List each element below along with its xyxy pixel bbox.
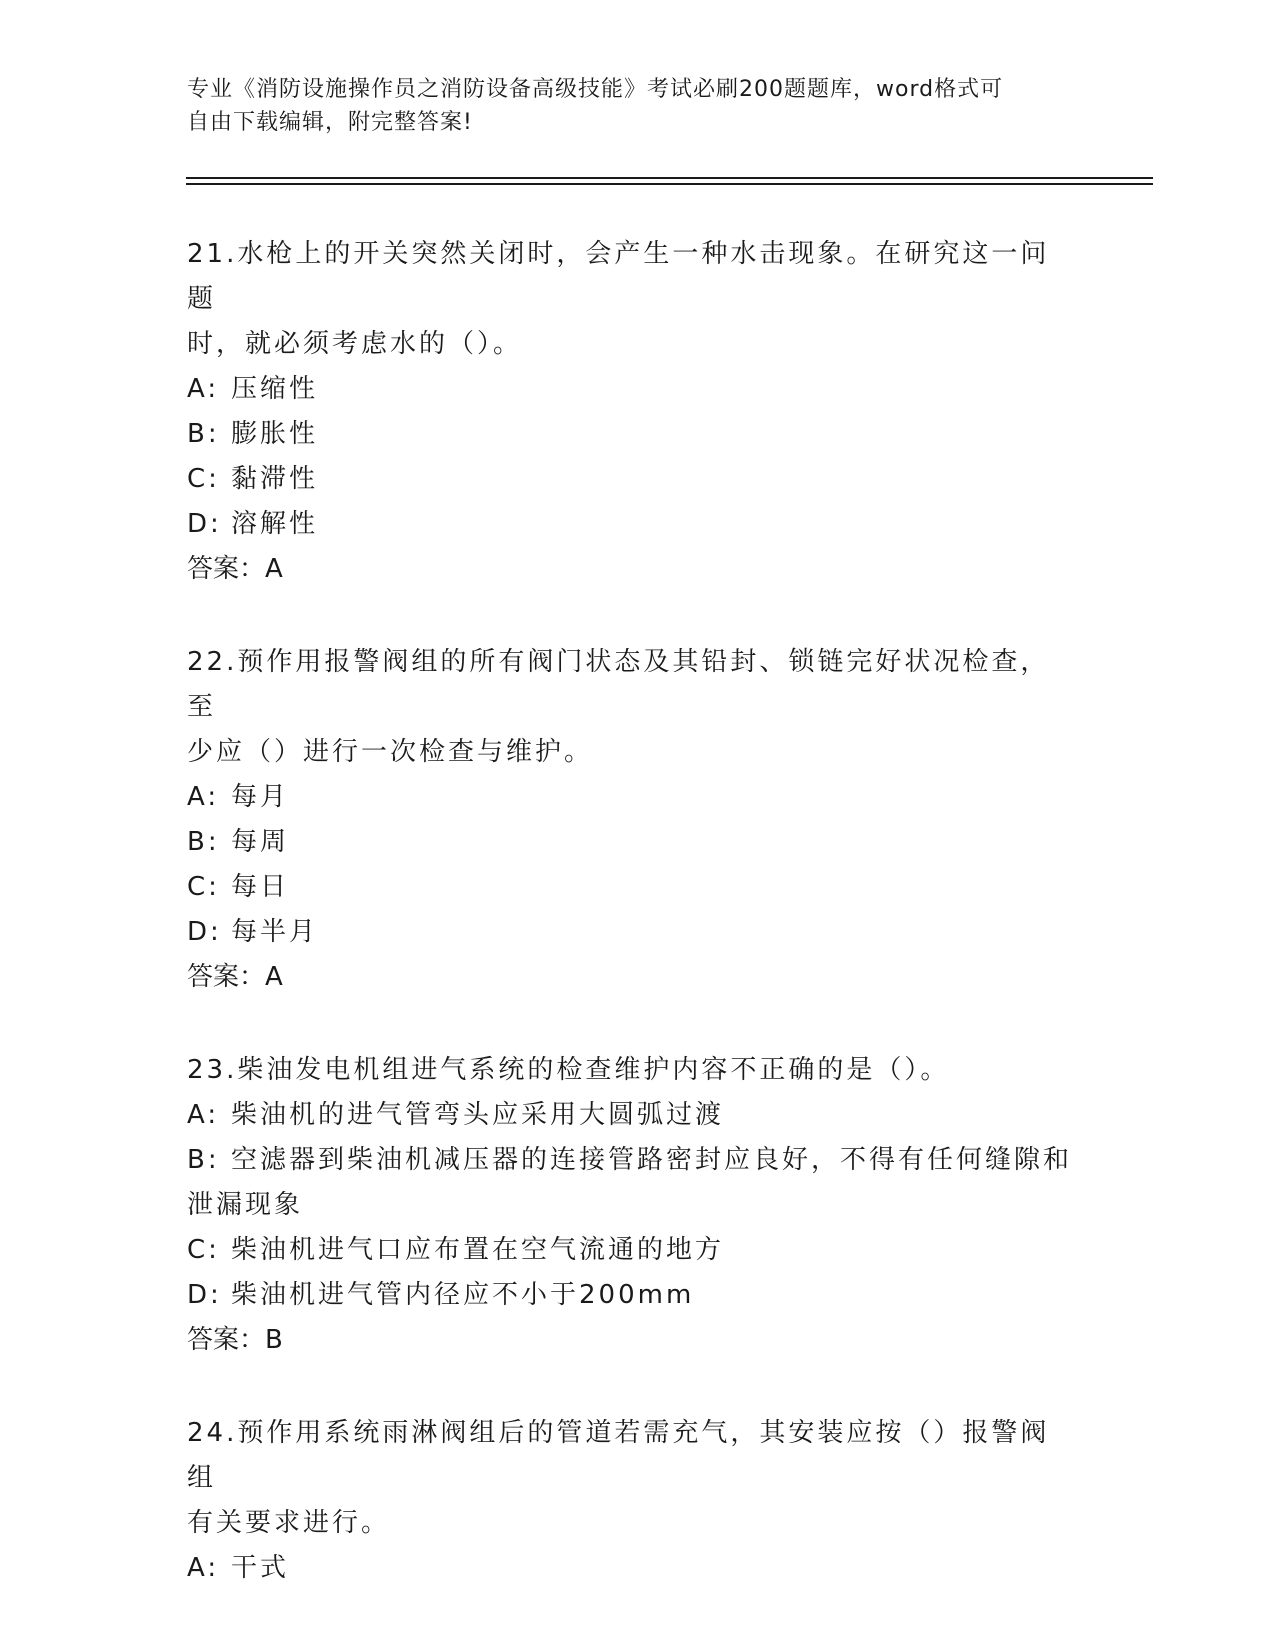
answer [187, 547, 1077, 592]
header-line-2: 自由下载编辑，附完整答案! [187, 110, 473, 135]
question-text-line: 有关要求进行。 [187, 1508, 391, 1538]
option-text: 每周 [231, 827, 290, 857]
option-c [187, 865, 1077, 910]
option-a [187, 1093, 1077, 1138]
option-key: A: [187, 782, 220, 812]
question-24 [187, 1411, 1077, 1591]
question-23 [187, 1048, 1077, 1363]
option-text: 压缩性 [231, 374, 319, 404]
header-divider-bottom [186, 183, 1153, 185]
option-key: C: [187, 464, 220, 494]
option-text: 空滤器到柴油机减压器的连接管路密封应良好，不得有任何缝隙和 [231, 1145, 1073, 1175]
option-a [187, 775, 1077, 820]
option-key: C: [187, 1235, 220, 1265]
question-text-line: 少应（）进行一次检查与维护。 [187, 737, 594, 767]
option-text: 每半月 [231, 917, 319, 947]
option-text: 柴油机进气口应布置在空气流通的地方 [231, 1235, 725, 1265]
option-b [187, 412, 1077, 457]
answer-label: 答案： [187, 554, 266, 584]
option-d [187, 1273, 1077, 1318]
question-text-line: 24.预作用系统雨淋阀组后的管道若需充气，其安装应按（）报警阀组 [187, 1418, 1050, 1493]
question-21 [187, 232, 1077, 592]
option-text: 溶解性 [231, 509, 319, 539]
question-list [187, 232, 1077, 1639]
option-a [187, 1546, 1077, 1591]
option-text: 柴油机的进气管弯头应采用大圆弧过渡 [231, 1100, 725, 1130]
question-text-line: 21.水枪上的开关突然关闭时，会产生一种水击现象。在研究这一问题 [187, 239, 1050, 314]
question-text-line: 23.柴油发电机组进气系统的检查维护内容不正确的是（）。 [187, 1055, 950, 1085]
option-text: 干式 [231, 1553, 290, 1583]
option-text: 每月 [231, 782, 290, 812]
option-key: B: [187, 1145, 220, 1175]
option-key: A: [187, 374, 220, 404]
answer-label: 答案： [187, 962, 266, 992]
option-text: 每日 [231, 872, 290, 902]
option-key: B: [187, 419, 220, 449]
option-b [187, 820, 1077, 865]
option-a [187, 367, 1077, 412]
header-divider-top [186, 177, 1153, 179]
document-header [187, 73, 1067, 139]
option-key: A: [187, 1100, 220, 1130]
option-key: D: [187, 917, 222, 947]
option-d [187, 910, 1077, 955]
answer-value: B [265, 1325, 284, 1355]
option-key: D: [187, 509, 222, 539]
option-b [187, 1138, 1077, 1183]
answer-label: 答案： [187, 1325, 266, 1355]
answer [187, 1318, 1077, 1363]
header-line-1: 专业《消防设施操作员之消防设备高级技能》考试必刷200题题库，word格式可 [187, 77, 1004, 102]
option-key: B: [187, 827, 220, 857]
option-c [187, 1228, 1077, 1273]
answer-value: A [265, 962, 284, 992]
option-key: A: [187, 1553, 220, 1583]
question-text-line: 22.预作用报警阀组的所有阀门状态及其铅封、锁链完好状况检查，至 [187, 647, 1050, 722]
option-text: 膨胀性 [231, 419, 319, 449]
option-d [187, 502, 1077, 547]
option-b-continuation: 泄漏现象 [187, 1190, 304, 1220]
option-key: C: [187, 872, 220, 902]
option-text: 黏滞性 [231, 464, 319, 494]
question-text-line: 时，就必须考虑水的（）。 [187, 329, 523, 359]
answer [187, 955, 1077, 1000]
option-text: 柴油机进气管内径应不小于200mm [231, 1280, 695, 1310]
question-22 [187, 640, 1077, 1000]
option-key: D: [187, 1280, 222, 1310]
option-c [187, 457, 1077, 502]
answer-value: A [265, 554, 284, 584]
